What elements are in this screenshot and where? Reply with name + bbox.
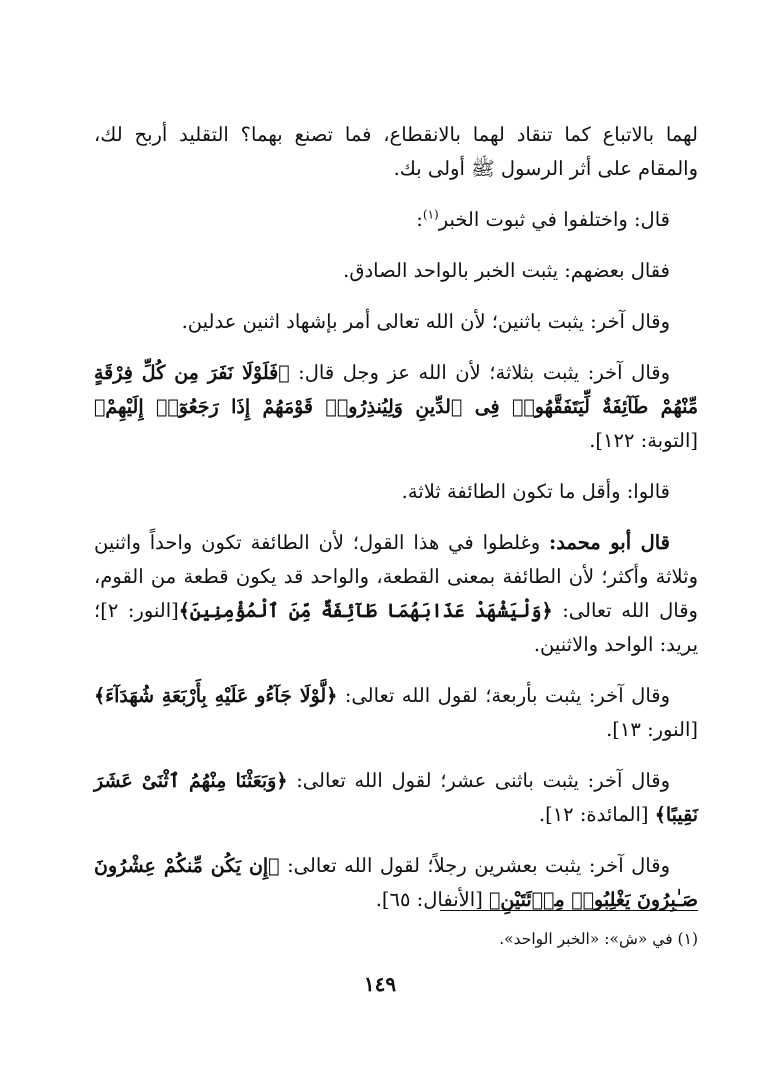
three-text: وقال آخر: يثبت بثلاثة؛ لأن الله عز وجل قال: — [289, 361, 670, 384]
abu-muhammad-lead: قال أبو محمد: — [549, 531, 670, 554]
ref-maidah: [المائدة: ١٢]. — [538, 803, 649, 826]
abu-muhammad-text: وغلطوا في هذا القول؛ لأن الطائفة تكون واحداً واثنين وثلاثة وأكثر؛ لأن الطائفة بمعنى القطعة، والواحد قد يكون قطعة من القوم، وقال الله تعالى: — [94, 531, 698, 622]
twelve-text: وقال آخر: يثبت باثنى عشر؛ لقول الله تعالى: — [287, 769, 671, 792]
paragraph-twelve — [94, 764, 698, 832]
paragraph-intro — [94, 118, 698, 186]
page-body — [94, 118, 698, 934]
intro-text: لهما بالاتباع كما تنقاد لهما بالانقطاع، فما تصنع بهما؟ التقليد أربح لك، والمقام على أثر الرسول ﷺ أولى بك. — [94, 123, 698, 180]
least-group-text: قالوا: وأقل ما تكون الطائفة ثلاثة. — [401, 480, 670, 503]
quran-verse-nur-13: ﴿لَّوْلَا جَآءُو عَلَيْهِ بِأَرْبَعَةِ شُهَدَآءَ﴾ — [94, 685, 338, 707]
paragraph-one-truthful — [94, 254, 698, 288]
two-text: وقال آخر: يثبت باثنين؛ لأن الله تعالى أمر بإشهاد اثنين عدلين. — [181, 310, 670, 333]
quran-verse-anfal: ﴿إِن يَكُن مِّنكُمْ عِشْرُونَ صَـٰبِرُونَ يَغْلِبُوا۟ مِا۟ئَتَيْنِ﴾ — [94, 855, 698, 911]
quran-verse-maidah: ﴿وَبَعَثْنَا مِنْهُمُ ٱثْنَىْ عَشَرَ نَقِيبًا﴾ — [94, 770, 698, 826]
quran-verse-nur-2: ﴿وَلْيَشْهَدْ عَذَابَهُمَا طَآئِفَةٌ مِّنَ ٱلْمُؤْمِنِينَ﴾ — [178, 600, 553, 622]
twenty-text: وقال آخر: يثبت بعشرين رجلاً؛ لقول الله تعالى: — [279, 854, 670, 877]
one-truthful-text: فقال بعضهم: يثبت الخبر بالواحد الصادق. — [343, 259, 670, 282]
ref-anfal: [الأنفال: ٦٥]. — [375, 888, 483, 911]
ref-tawbah: [التوبة: ١٢٢]. — [589, 429, 698, 452]
four-text: وقال آخر: يثبت بأربعة؛ لقول الله تعالى: — [337, 684, 670, 707]
paragraph-two — [94, 305, 698, 339]
paragraph-differed — [94, 203, 698, 237]
footnote-divider — [440, 910, 698, 911]
paragraph-twenty — [94, 849, 698, 917]
differed-text: قال: واختلفوا في ثبوت الخبر — [438, 208, 670, 231]
paragraph-three — [94, 356, 698, 458]
footnote-marker[interactable]: (١) — [422, 207, 439, 222]
paragraph-abu-muhammad — [94, 526, 698, 662]
differed-colon: : — [416, 208, 423, 231]
footnote: (١) في «ش»: «الخبر الواحد». — [499, 930, 698, 948]
ref-nur-13: [النور: ١٣]. — [606, 718, 698, 741]
ref-nur-2: [النور: ٢] — [100, 599, 179, 622]
abu-muhammad-end: ؛ يريد: الواحد والاثنين. — [94, 599, 698, 656]
paragraph-four — [94, 679, 698, 747]
quran-verse-tawbah: ﴿فَلَوْلَا نَفَرَ مِن كُلِّ فِرْقَةٍ مِّنْهُمْ طَآئِفَةٌ لِّيَتَفَقَّهُوا۟ فِى ٱلدِّينِ وَلِيُنذِرُوا۟ قَوْمَهُمْ إِذَا رَجَعُوٓا۟ إِلَيْهِمْ﴾ — [94, 362, 698, 418]
paragraph-least-group — [94, 475, 698, 509]
page-number: ١٤٩ — [363, 972, 397, 996]
